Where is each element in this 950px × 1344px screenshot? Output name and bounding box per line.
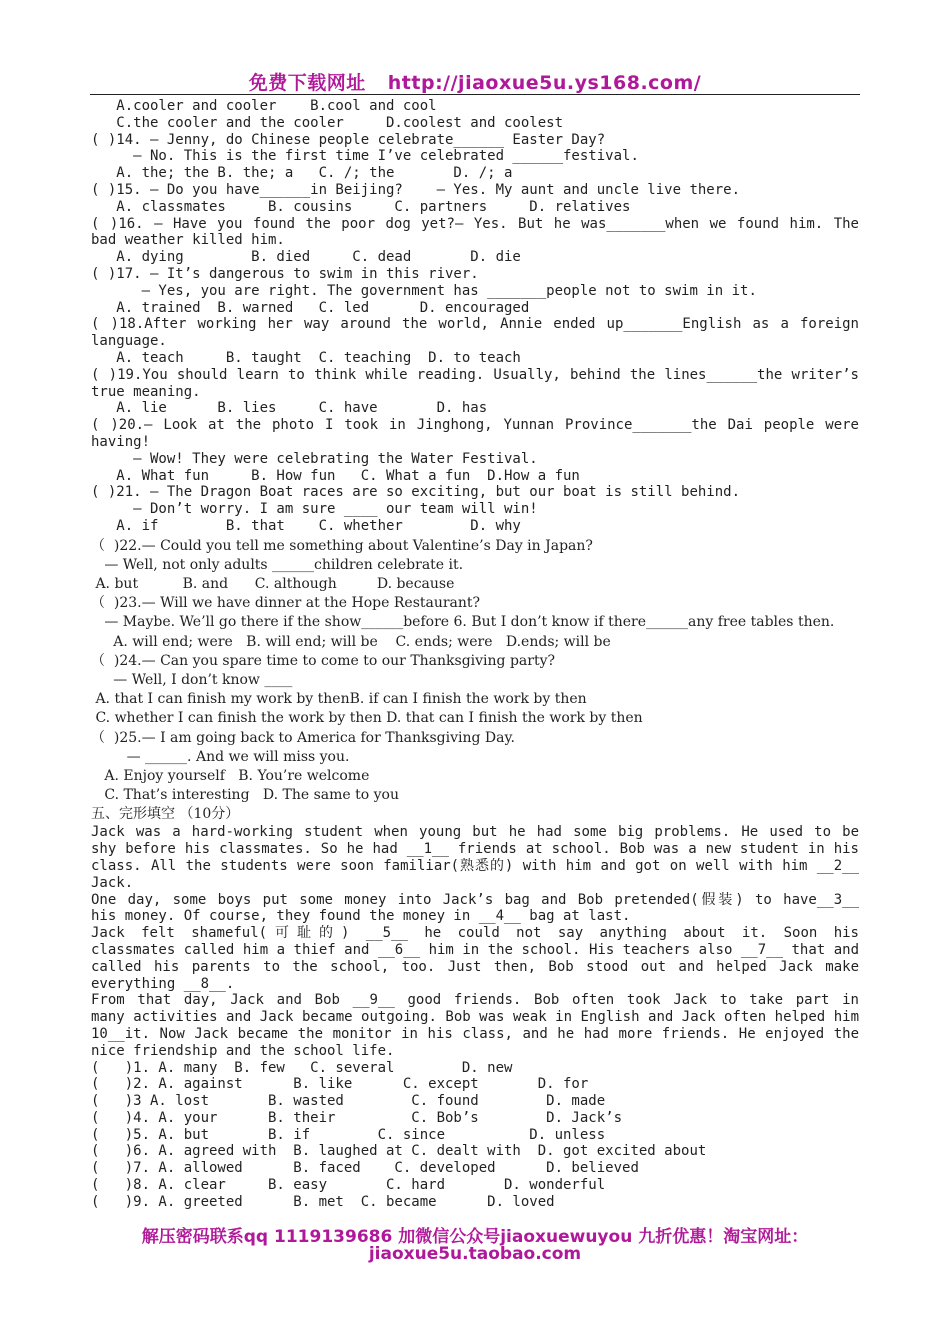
text-line: A. teach B. taught C. teaching D. to teach (91, 349, 521, 366)
text-line: C. whether I can finish the work by then D. that can I finish the work by then (91, 710, 643, 727)
text-line: ( )6. A. agreed with B. laughed at C. dealt with D. got excited about (91, 1143, 707, 1160)
text-line: — Well, not only adults ______children celebrate it. (91, 556, 464, 573)
footer-line-1: 解压密码联系qq 1119139686 加微信公众号jiaoxuewuyou 九折优惠！淘宝网址： (141, 1227, 809, 1247)
text-line: ( )8. A. clear B. easy C. hard D. wonderful (91, 1177, 606, 1194)
text-line: ( )19.You should learn to think while reading. Usually, behind the lines______the writer’s (91, 366, 859, 383)
text-line: A. dying B. died C. dead D. die (91, 249, 521, 266)
text-line: ( )5. A. but B. if C. since D. unless (91, 1126, 606, 1143)
cloze-passage (91, 824, 859, 1210)
header-banner (90, 68, 860, 95)
text-line: ( )9. A. greeted B. met C. became D. loved (91, 1193, 555, 1210)
text-line: （ )22.— Could you tell me something about Valentine’s Day in Japan? (91, 537, 593, 554)
section-title: 五、完形填空 （10分） (91, 806, 240, 823)
text-line: A. the; the B. the; a C. /; the D. /; a (91, 165, 513, 182)
text-line: Jack felt shameful(可耻的) __5__ he could not say anything about it. Soon his (91, 925, 859, 942)
text-line: — Yes, you are right. The government has _______people not to swim in it. (91, 282, 757, 299)
text-line: ( )18.After working her way around the world, Annie ended up_______English as a foreign (91, 316, 859, 333)
text-line: — Wow! They were celebrating the Water Festival. (91, 450, 538, 467)
text-line: 10__it. Now Jack became the monitor in his class, and he had more friends. He enjoyed the (91, 1025, 859, 1042)
text-line: Jack. (91, 874, 134, 891)
text-line: One day, some boys put some money into Jack’s bag and Bob pretended(假装) to have__3__ (91, 891, 859, 908)
text-line: （ )25.— I am going back to America for Thanksgiving Day. (91, 729, 515, 746)
text-line: （ )23.— Will we have dinner at the Hope Restaurant? (91, 595, 481, 612)
text-line: — ______. And we will miss you. (91, 748, 350, 765)
header-label: 免费下载网址 (248, 72, 366, 94)
text-line: — Well, I don’t know ____ (91, 672, 293, 689)
text-line: ( )20.— Look at the photo I took in Jinghong, Yunnan Province_______the Dai people were (91, 417, 859, 434)
text-line: C.the cooler and the cooler D.coolest and coolest (91, 114, 564, 131)
text-line: everything __8__. (91, 975, 235, 992)
text-line: true meaning. (91, 383, 201, 400)
document-body (91, 98, 859, 1211)
text-line: ( )16. — Have you found the poor dog yet?— Yes. But he was_______when we found him. The (91, 215, 859, 232)
text-line: ( )3 A. lost B. wasted C. found D. made (91, 1093, 606, 1110)
text-line: classmates called him a thief and __6__ him in the school. His teachers also __7__ that and (91, 941, 859, 958)
text-line: ( )4. A. your B. their C. Bob’s D. Jack’s (91, 1109, 623, 1126)
text-line: ( )15. — Do you have______in Beijing? — Yes. My aunt and uncle live there. (91, 181, 741, 198)
header-url[interactable]: http://jiaoxue5u.ys168.com/ (387, 72, 702, 94)
text-line: language. (91, 333, 167, 350)
text-line: C. That’s interesting D. The same to you (91, 787, 399, 804)
questions-14-21 (91, 98, 859, 535)
text-line: Jack was a hard-working student when young but he had some big problems. He used to be (91, 824, 859, 841)
text-line: ( )14. — Jenny, do Chinese people celebrate______ Easter Day? (91, 131, 606, 148)
text-line: From that day, Jack and Bob __9__ good friends. Bob often took Jack to take part in (91, 992, 859, 1009)
text-line: called his parents to the school, too. Just then, Bob stood out and helped Jack make (91, 958, 859, 975)
header-rule (90, 94, 860, 95)
text-line: A. will end; were B. will end; will be C. ends; were D.ends; will be (91, 633, 611, 650)
text-line: A. Enjoy yourself B. You’re welcome (91, 767, 370, 784)
text-line: having! (91, 433, 151, 450)
text-line: — Maybe. We’ll go there if the show______before 6. But I don’t know if there______any free tables then. (91, 614, 835, 631)
text-line: A.cooler and cooler B.cool and cool (91, 98, 437, 114)
text-line: A. What fun B. How fun C. What a fun D.How a fun (91, 467, 580, 484)
text-line: nice friendship and the school life. (91, 1042, 395, 1059)
text-line: A. lie B. lies C. have D. has (91, 400, 488, 417)
text-line: shy before his classmates. So he had __1__ friends at school. Bob was a new student in his (91, 841, 859, 858)
text-line: ( )1. A. many B. few C. several D. new (91, 1059, 513, 1076)
text-line: A. trained B. warned C. led D. encouraged (91, 299, 530, 316)
text-line: A. that I can finish my work by thenB. if can I finish the work by then (91, 691, 587, 708)
text-line: many activities and Jack became outgoing. Bob was weak in English and Jack often helped him (91, 1009, 859, 1026)
text-line: ( )7. A. allowed B. faced C. developed D. believed (91, 1160, 639, 1177)
text-line: class. All the students were soon familiar(熟悉的) with him and got on well with him __2__ (91, 857, 859, 874)
text-line: — No. This is the first time I’ve celebrated ______festival. (91, 148, 639, 165)
text-line: — Don’t worry. I am sure ____ our team will win! (91, 501, 538, 518)
text-line: A. classmates B. cousins C. partners D. relatives (91, 198, 631, 215)
text-line: ( )17. — It’s dangerous to swim in this river. (91, 265, 479, 282)
questions-22-25 (91, 537, 859, 806)
text-line: bad weather killed him. (91, 232, 285, 249)
text-line: his money. Of course, they found the money in __4__ bag at last. (91, 908, 631, 925)
text-line: （ )24.— Can you spare time to come to our Thanksgiving party? (91, 652, 556, 669)
text-line: A. if B. that C. whether D. why (91, 517, 521, 534)
text-line: ( )21. — The Dragon Boat races are so exciting, but our boat is still behind. (91, 484, 741, 501)
footer-line-2[interactable]: jiaoxue5u.taobao.com (368, 1244, 582, 1264)
text-line: ( )2. A. against B. like C. except D. for (91, 1076, 589, 1093)
text-line: A. but B. and C. although D. because (91, 576, 455, 593)
